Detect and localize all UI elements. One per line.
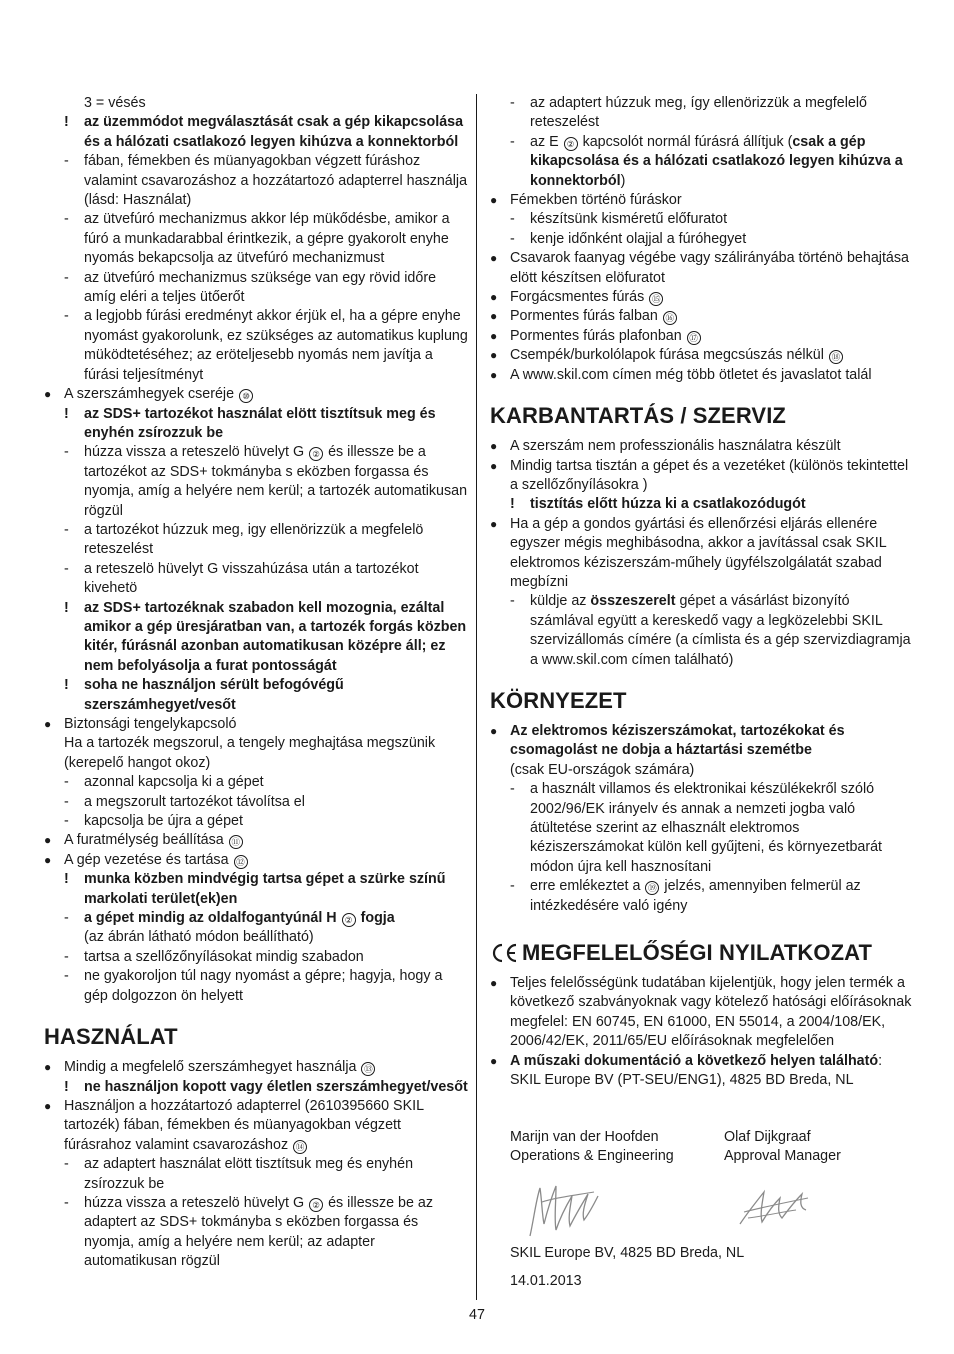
conformity-item: ● Teljes felelősségünk tudatában kijelentjük, hogy jelen termék a következő szabványoknak vagy kötelező hatósági előírásoknak megfelel: EN 60745, EN 61000, EN 55014, a 2004/108/EK, 2006/42/EK, 2011/65/EU előírásoknak megfelelően (490, 975, 912, 1050)
bullet-icon: ● (490, 251, 498, 266)
usage-heading: HASZNÁLAT (44, 1024, 178, 1050)
list-item: - az ütvefúró mechanizmus szüksége van egy rövid időre amíg eléri a teljes ütőerőt (64, 269, 437, 306)
exclamation-icon: ! (64, 599, 69, 616)
list-item: - húzza vissza a reteszelö hüvelyt G ② és illessze be az adaptert az SDS+ tokmányba s eközben forgassa és nyomja, amíg a helyére nem kerül; az adapter automatikusan rögzül (64, 1194, 433, 1270)
signer-2 (724, 1128, 841, 1167)
bit-warning: ! az SDS+ tartozékot használat elött tisztítsuk meg és enyhén zsírozzuk be (64, 405, 436, 441)
usage-warning: ! ne használjon kopott vagy életlen szerszámhegyet/vesőt (44, 1078, 468, 1097)
exclamation-icon: ! (64, 677, 69, 694)
conformity-heading: MEGFELELŐSÉGI NYILATKOZAT (490, 940, 914, 966)
ref-number-icon: ⑮ (649, 292, 663, 306)
guiding-item: ● A gép vezetése és tartása ⑫ (44, 851, 468, 870)
ref-number-icon: ⑯ (663, 311, 677, 325)
list-item: - tartsa a szellőzőnyílásokat mindig szabadon (64, 948, 364, 965)
exclamation-icon: ! (64, 1078, 69, 1095)
list-item: - az E ② kapcsolót normál fúrásrá állítjuk (csak a gép kikapcsolása és a hálózati csatlakozó legyen kihúzva a konnektorból) (510, 133, 903, 189)
ref-number-icon: ② (309, 447, 323, 461)
signer-2-name: Olaf Dijkgraaf (724, 1129, 811, 1145)
exclamation-icon: ! (64, 114, 69, 131)
bullet-icon: ● (490, 193, 498, 208)
documentation-item: ● A műszaki dokumentáció a következő helyen található: SKIL Europe BV (PT-SEU/ENG1), 4825 BD Breda, NL (490, 1052, 883, 1089)
bullet-icon: ● (490, 723, 498, 738)
bullet-icon: ● (490, 516, 498, 531)
environment-item: ● Az elektromos kéziszerszámokat, tartozékokat és csomagolást ne dobja a háztartási szemétbe (csak EU-országok számára) (490, 722, 845, 778)
ref-number-icon: ⑫ (234, 855, 248, 869)
tip-item: ● Csempék/burkolólapok fúrása megcsúszás nélkül ⑱ (490, 346, 914, 365)
tip-item: ● A www.skil.com címen még több ötletet és javaslatot talál (490, 366, 914, 385)
right-column (490, 94, 914, 1090)
list-item: - a gépet mindig az oldalfogantyúnál H ② fogja (az ábrán látható módon beállítható) (64, 910, 395, 946)
signature-1-image (524, 1178, 604, 1240)
ref-number-icon: ⑬ (361, 1062, 375, 1076)
ref-number-icon: ⑱ (829, 350, 843, 364)
ref-number-icon: ⑲ (645, 881, 659, 895)
list-item: - kapcsolja be újra a gépet (64, 813, 243, 830)
tip-item: ● Pormentes fúrás plafonban ⑰ (490, 327, 914, 346)
tip-item: ● Forgácsmentes fúrás ⑮ (490, 288, 914, 307)
column-divider (476, 94, 477, 1300)
bullet-icon: ● (490, 458, 498, 473)
bullet-icon: ● (44, 852, 52, 867)
ref-number-icon: ⑰ (687, 331, 701, 345)
clutch-item: ● Biztonsági tengelykapcsoló Ha a tartozék megszorul, a tengely meghajtása megszünik (kerepelő hangot okoz) (44, 716, 436, 771)
signer-2-title: Approval Manager (724, 1148, 841, 1165)
guiding-warning: ! munka közben mindvégig tartsa gépet a szürke színű markolati terület(ek)en (64, 871, 446, 907)
bullet-icon: ● (44, 833, 52, 848)
mode-warning: ! az üzemmódot megválasztását csak a gép kikapcsolása és a hálózati csatlakozó legyen kihúzva a konnektorból (64, 114, 464, 150)
bit-warning-3: ! soha ne használjon sérült befogóvégű szerszámhegyet/vesőt (64, 677, 344, 713)
list-item: - húzza vissza a reteszelö hüvelyt G ② és illessze be a tartozékot az SDS+ tokmányba s eközben forgassa és nyomja, amíg a helyére nem kerül; a tartozék automatikusan rögzül (64, 444, 468, 519)
usage-bit-item: ● Mindig a megfelelő szerszámhegyet használja ⑬ (44, 1058, 468, 1077)
exclamation-icon: ! (510, 496, 515, 513)
signature-2-image (734, 1182, 814, 1230)
list-item: - erre emlékeztet a ⑲ jelzés, amennyiben felmerül az intézkedésére való igény (510, 878, 861, 914)
bit-warning-2: ! az SDS+ tartozéknak szabadon kell mozognia, ezáltal amikor a gép üresjáratban van, a tartozék forgás közben kitér, fúrásnál azonban automatikusan középre áll; ez nem befolyásolja a furat pontosságát (64, 599, 467, 674)
bullet-icon: ● (490, 439, 498, 454)
mode-value-line: 3 = vésés (84, 95, 146, 111)
bullet-icon: ● (44, 717, 52, 731)
bullet-icon: ● (490, 309, 498, 324)
list-item: - küldje az összeszerelt gépet a vásárlást bizonyító számlával együtt a kereskedő vagy a legközelebbi SKIL szervizállomás címére (a címlista és a gép szervizdiagramja a www.skil.com címen található) (510, 593, 911, 668)
page-number: 47 (469, 1307, 485, 1323)
list-item: - az adaptert húzzuk meg, így ellenörizzük a megfelelő reteszelést (510, 95, 867, 131)
service-repair-item: ● Ha a gép a gondos gyártási és ellenőrzési eljárás ellenére egyszer mégis meghibásodna, akkor a javítással csak SKIL elektromos kéziszerszám-műhely ügyfélszolgálatát szabad megbízni (490, 515, 887, 590)
list-item: - ne gyakoroljon túl nagy nyomást a gépre; hagyja, hogy a gép dolgozzon ön helyett (64, 968, 443, 1004)
service-heading: KARBANTARTÁS / SZERVIZ (490, 403, 786, 429)
bullet-icon: ● (490, 348, 498, 363)
declaration-date: 14.01.2013 (510, 1273, 582, 1289)
list-item: - a megszorult tartozékot távolítsa el (64, 793, 305, 810)
list-item: - azonnal kapcsolja ki a gépet (64, 774, 264, 791)
list-item: - a reteszelö hüvelyt G visszahúzása után a tartozékot kivehetö (64, 560, 419, 597)
bullet-icon: ● (490, 367, 498, 382)
bullet-icon: ● (44, 387, 52, 402)
list-item: - az ütvefúró mechanizmus akkor lép mükődésbe, amikor a fúró a munkadarabbal érintkezik, a gépre gyakorolt enyhe nyomás bekapcsolja az ütvefúró mechanizmust (64, 211, 450, 267)
bullet-icon: ● (490, 976, 498, 991)
metal-item: ● Fémekben történö fúráskor (490, 191, 914, 210)
signer-1-name: Marijn van der Hoofden (510, 1129, 659, 1145)
list-item: - a tartozékot húzzuk meg, igy ellenörizzük a megfelelö reteszelést (64, 521, 424, 558)
ref-number-icon: ⑭ (293, 1140, 307, 1154)
bullet-icon: ● (490, 1053, 498, 1068)
list-item: - készítsünk kisméretű előfuratot (510, 211, 728, 228)
ref-number-icon: ② (309, 1198, 323, 1212)
exclamation-icon: ! (64, 871, 69, 888)
company-address: SKIL Europe BV, 4825 BD Breda, NL (510, 1245, 745, 1261)
ref-number-icon: ⑪ (229, 835, 243, 849)
exclamation-icon: ! (64, 405, 69, 422)
list-item: - a használt villamos és elektronikai készülékekről szóló 2002/96/EK irányelv és annak a nemzeti jogba való átültetése szerint az elhasznált elektromos kéziszerszámokat külön kell gyűjteni, és környezetbarát módon újra kell hasznosítani (510, 781, 883, 875)
ref-number-icon: ⑩ (239, 389, 253, 403)
bullet-icon: ● (490, 290, 498, 305)
signer-1-title: Operations & Engineering (510, 1148, 674, 1165)
bit-change-item: ● A szerszámhegyek cseréje ⑩ (44, 385, 468, 404)
ce-mark-icon (490, 943, 518, 963)
service-item: ● A szerszám nem professzionális használatra készült (490, 437, 914, 456)
list-item: - kenje időnként olajjal a fúróhegyet (510, 230, 747, 247)
list-item: - a legjobb fúrási eredményt akkor érjük el, ha a gépre enyhe nyomást gyakorolunk, ez szükséges az automatikus kuplung müködtetéséhez; az eröteljesebb nyomás nem javítja a fúrási teljesítményt (64, 308, 468, 383)
bullet-icon: ● (44, 1060, 52, 1075)
service-warning: ! tisztítás előtt húzza ki a csatlakozódugót (490, 495, 914, 514)
service-item: ● Mindig tartsa tisztán a gépet és a vezetéket (különös tekintettel a szellőzőnyílásokra ) (490, 457, 909, 493)
left-column (44, 94, 468, 1272)
signer-1 (510, 1128, 674, 1167)
depth-item: ● A furatmélység beállítása ⑪ (44, 831, 468, 850)
ref-number-icon: ② (564, 137, 578, 151)
screw-item: ● Csavarok faanyag végébe vagy szálirányába történö behajtása elött készítsen elöfuratot (490, 250, 909, 286)
tip-item: ● Pormentes fúrás falban ⑯ (490, 307, 914, 326)
usage-adapter-item: ● Használjon a hozzátartozó adapterrel (2610395660 SKIL tartozék) fában, fémekben és müanyagokban végzett fúrásrahoz valamint csavarozáshoz ⑭ (44, 1097, 424, 1153)
list-item: - fában, fémekben és müanyagokban végzett fúráshoz valamint csavarozáshoz a hozzátartozó adapterrel használja (lásd: Használat) (64, 153, 468, 209)
bullet-icon: ● (490, 328, 498, 343)
environment-heading: KÖRNYEZET (490, 687, 627, 713)
bullet-icon: ● (44, 1098, 52, 1113)
list-item: - az adaptert használat elött tisztítsuk meg és enyhén zsírozzuk be (64, 1156, 414, 1192)
ref-number-icon: ② (342, 913, 356, 927)
